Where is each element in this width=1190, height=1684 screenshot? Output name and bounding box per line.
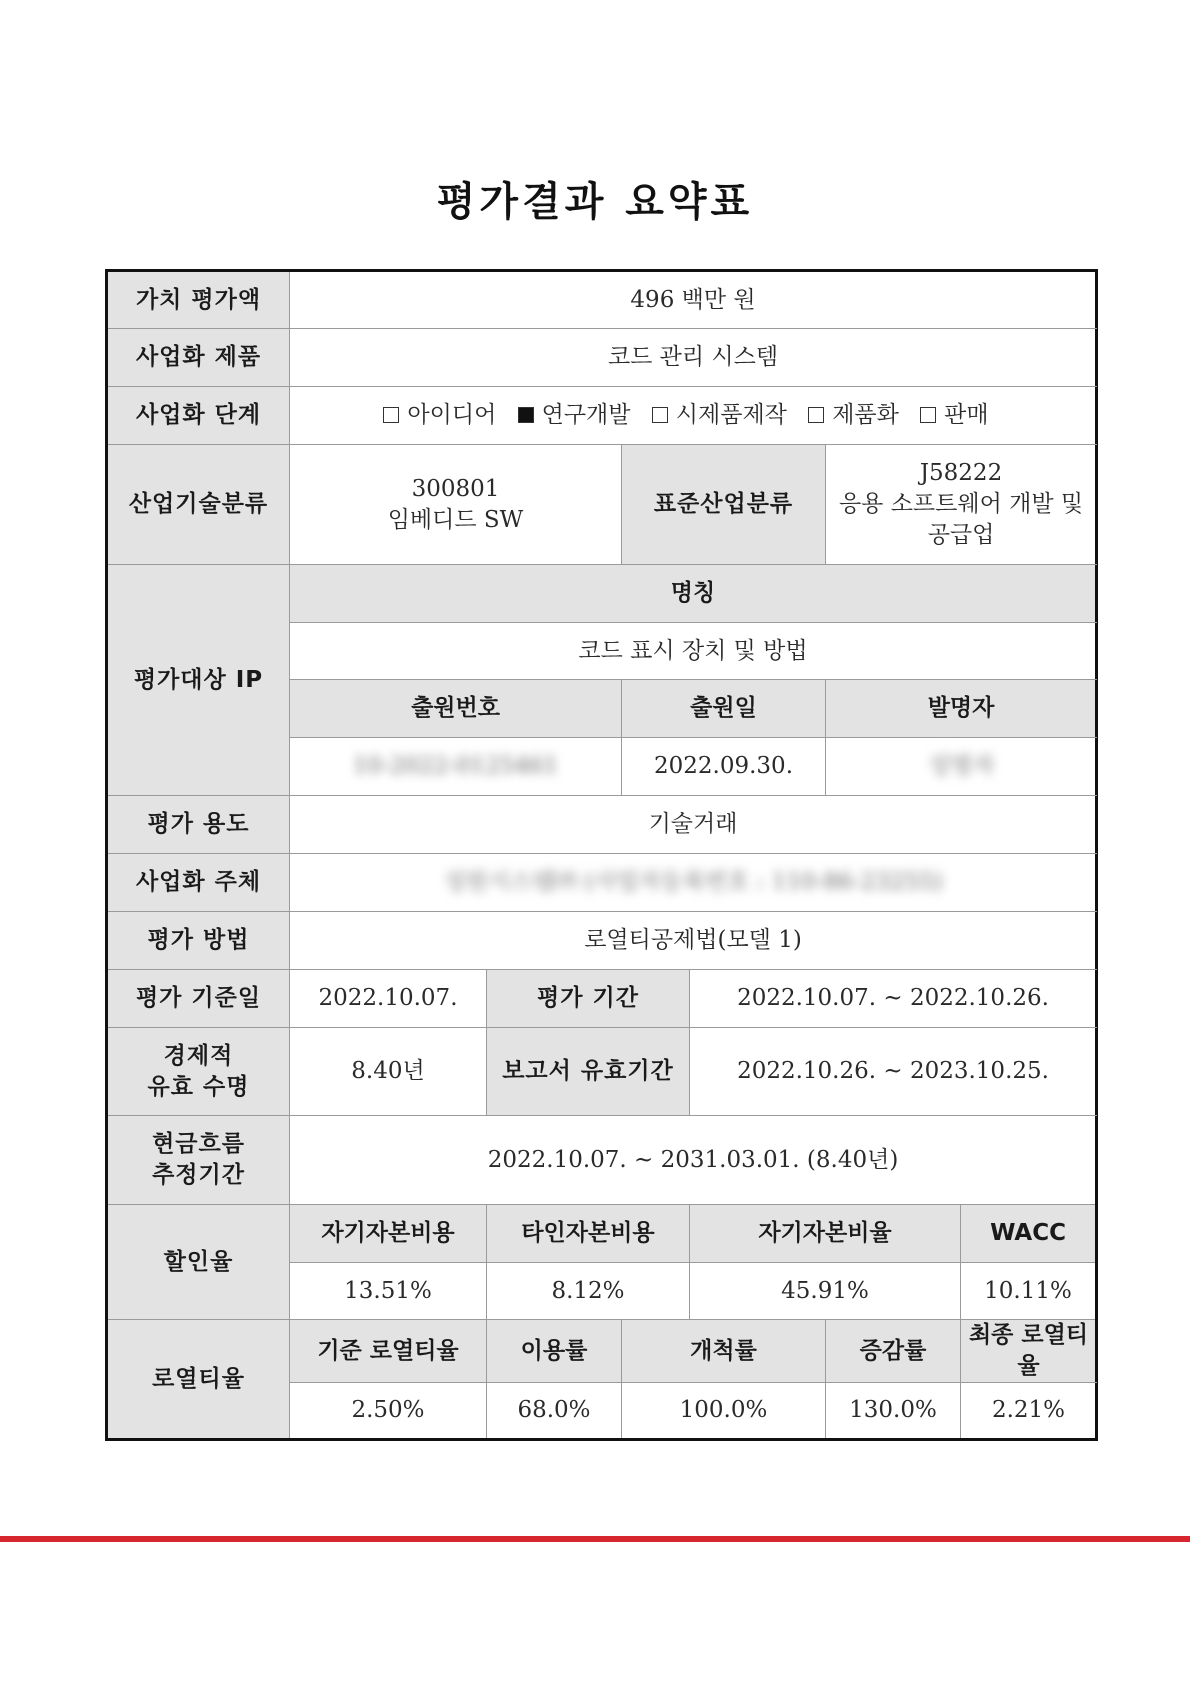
- discount-header: 타인자본비용: [487, 1205, 690, 1263]
- stage-options: [290, 387, 1097, 445]
- row-product: [107, 329, 1097, 387]
- discount-label: 할인율: [107, 1205, 290, 1320]
- row-cashflow: [107, 1116, 1097, 1205]
- report-valid-label: 보고서 유효기간: [487, 1028, 690, 1116]
- row-purpose: [107, 796, 1097, 854]
- royalty-value: 100.0%: [622, 1383, 826, 1440]
- page-title: 평가결과 요약표: [436, 179, 754, 225]
- row-royalty-headers: [107, 1320, 1097, 1383]
- life-value: 8.40년: [290, 1028, 487, 1116]
- industry-value: [290, 445, 622, 565]
- industry-name: 임베디드 SW: [387, 506, 524, 533]
- checkbox-empty-icon: [652, 407, 668, 423]
- inventor-header: 발명자: [826, 680, 1097, 738]
- row-life: [107, 1028, 1097, 1116]
- royalty-header: 이용률: [487, 1320, 622, 1383]
- royalty-header: 증감률: [826, 1320, 961, 1383]
- period-label: 평가 기간: [487, 970, 690, 1028]
- industry-label: 산업기술분류: [107, 445, 290, 565]
- product-label: 사업화 제품: [107, 329, 290, 387]
- cashflow-label: 현금흐름 추정기간: [107, 1116, 290, 1205]
- stage-option-idea: 아이디어: [383, 402, 496, 428]
- royalty-label: 로열티율: [107, 1320, 290, 1440]
- purpose-value: 기술거래: [290, 796, 1097, 854]
- row-value: [107, 271, 1097, 329]
- discount-header: 자기자본비용: [290, 1205, 487, 1263]
- ip-label: 평가대상 IP: [107, 565, 290, 796]
- checkbox-empty-icon: [808, 407, 824, 423]
- row-method: [107, 912, 1097, 970]
- row-discount-headers: [107, 1205, 1097, 1263]
- inventor: 성명자: [826, 738, 1097, 796]
- stage-label: 사업화 단계: [107, 387, 290, 445]
- method-label: 평가 방법: [107, 912, 290, 970]
- stage-option-product: 제품화: [808, 402, 899, 428]
- discount-value: 45.91%: [690, 1263, 961, 1320]
- cashflow-value: 2022.10.07. ~ 2031.03.01. (8.40년): [290, 1116, 1097, 1205]
- industry-code: 300801: [411, 475, 500, 502]
- royalty-value: 2.50%: [290, 1383, 487, 1440]
- stage-option-rnd: 연구개발: [518, 402, 631, 428]
- standard-value: [826, 445, 1097, 565]
- royalty-value: 68.0%: [487, 1383, 622, 1440]
- checkbox-empty-icon: [383, 407, 399, 423]
- royalty-value: 2.21%: [961, 1383, 1097, 1440]
- standard-label: 표준산업분류: [622, 445, 826, 565]
- product-name: 코드 관리 시스템: [290, 329, 1097, 387]
- footer-red-line: [0, 1536, 1190, 1542]
- discount-header: WACC: [961, 1205, 1097, 1263]
- app-no: 10-2022-0125461: [290, 738, 622, 796]
- base-date-label: 평가 기준일: [107, 970, 290, 1028]
- row-stage: [107, 387, 1097, 445]
- stage-option-prototype: 시제품제작: [652, 402, 787, 428]
- standard-name: 응용 소프트웨어 개발 및 공급업: [838, 491, 1084, 548]
- life-label: 경제적 유효 수명: [107, 1028, 290, 1116]
- app-date: 2022.09.30.: [622, 738, 826, 796]
- row-classification: [107, 445, 1097, 565]
- standard-code: J58222: [919, 460, 1003, 486]
- ip-name: 코드 표시 장치 및 방법: [290, 623, 1097, 680]
- row-ip-name-header: [107, 565, 1097, 623]
- royalty-value: 130.0%: [826, 1383, 961, 1440]
- checkbox-empty-icon: [920, 407, 936, 423]
- row-dates: [107, 970, 1097, 1028]
- purpose-label: 평가 용도: [107, 796, 290, 854]
- app-date-header: 출원일: [622, 680, 826, 738]
- royalty-header: 기준 로열티율: [290, 1320, 487, 1383]
- row-entity: [107, 854, 1097, 912]
- report-valid-value: 2022.10.26. ~ 2023.10.25.: [690, 1028, 1097, 1116]
- base-date: 2022.10.07.: [290, 970, 487, 1028]
- value-label: 가치 평가액: [107, 271, 290, 329]
- value-amount: 496 백만 원: [290, 271, 1097, 329]
- royalty-header: 최종 로열티율: [961, 1320, 1097, 1383]
- discount-value: 10.11%: [961, 1263, 1097, 1320]
- checkbox-filled-icon: [518, 407, 534, 423]
- discount-value: 13.51%: [290, 1263, 487, 1320]
- discount-value: 8.12%: [487, 1263, 690, 1320]
- app-no-header: 출원번호: [290, 680, 622, 738]
- evaluation-summary-table: [105, 269, 1098, 1441]
- royalty-header: 개척률: [622, 1320, 826, 1383]
- discount-header: 자기자본비율: [690, 1205, 961, 1263]
- entity-value: 성원시스템㈜ (사업자등록번호 : 110-86-23255): [290, 854, 1097, 912]
- method-value: 로열티공제법(모델 1): [290, 912, 1097, 970]
- period-value: 2022.10.07. ~ 2022.10.26.: [690, 970, 1097, 1028]
- entity-label: 사업화 주체: [107, 854, 290, 912]
- ip-name-header: 명칭: [290, 565, 1097, 623]
- stage-option-sales: 판매: [920, 402, 988, 428]
